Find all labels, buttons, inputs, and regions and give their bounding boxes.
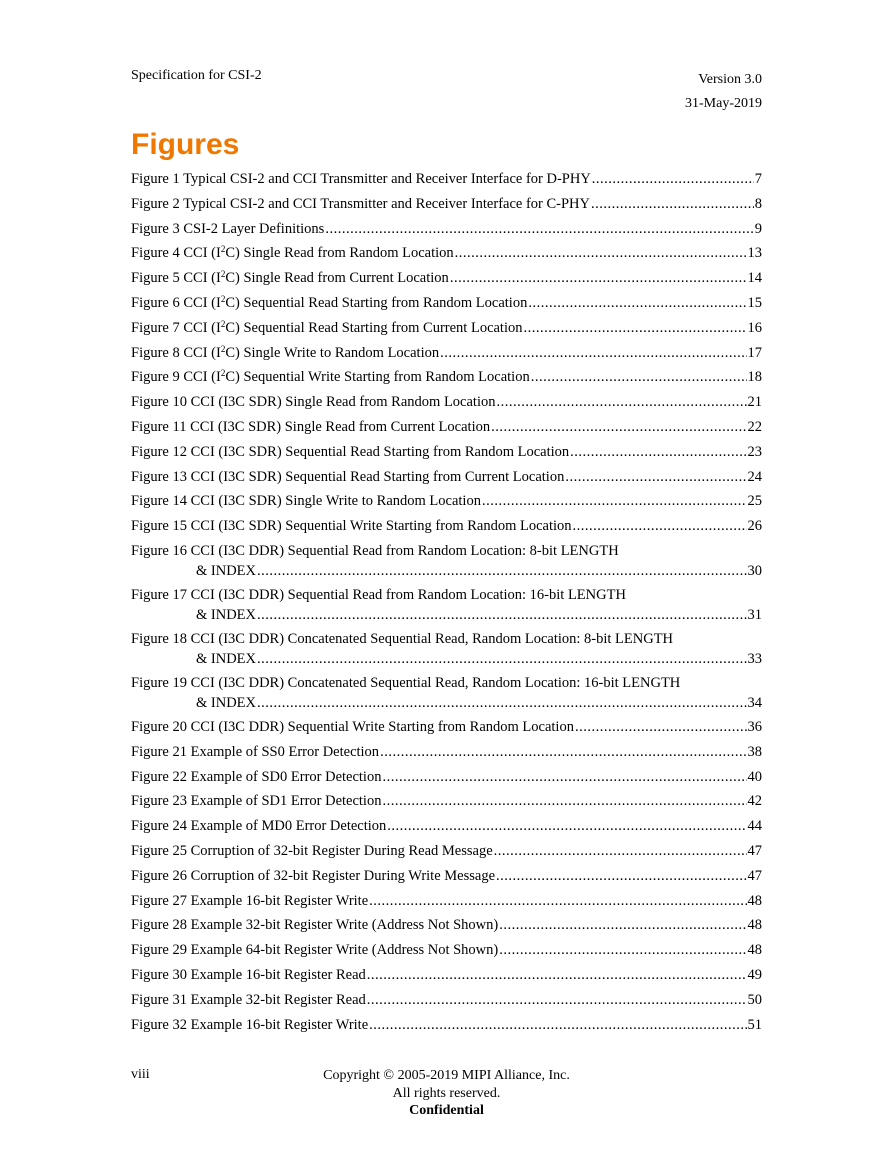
figure-entry-page: 42 <box>747 793 762 810</box>
figure-entry-title: Figure 5 CCI $(I^2C)$ Single Read from Current Location <box>131 269 449 287</box>
figure-entry[interactable] <box>131 917 762 942</box>
figure-entry-page: 26 <box>747 518 762 535</box>
rights-text: All rights reserved. <box>392 1085 501 1101</box>
figure-entry-title: Figure 28 Example 32-bit Register Write (Address Not Shown) <box>131 917 499 934</box>
dot-leader <box>499 942 746 959</box>
figure-entry-title: Figure 32 Example 16-bit Register Write <box>131 1016 369 1033</box>
footer-center <box>0 1067 893 1120</box>
dot-leader <box>450 270 747 287</box>
figure-entry-page: 15 <box>747 294 762 311</box>
dot-leader <box>367 967 747 984</box>
figure-entry-title: Figure 20 CCI (I3C DDR) Sequential Write Starting from Random Location <box>131 718 574 735</box>
figure-entry-title: Figure 2 Typical CSI-2 and CCI Transmitter and Receiver Interface for C-PHY <box>131 195 590 212</box>
figure-entry[interactable] <box>131 868 762 893</box>
figure-entry-title: Figure 17 CCI (I3C DDR) Sequential Read from Random Location: 16-bit LENGTH <box>131 586 626 603</box>
figure-entry-page: 30 <box>747 562 762 579</box>
figure-entry[interactable] <box>131 719 762 744</box>
figure-entry-page: 8 <box>754 195 762 212</box>
figure-entry-title: Figure 19 CCI (I3C DDR) Concatenated Sequential Read, Random Location: 16-bit LENGTH <box>131 674 681 691</box>
dot-leader <box>257 651 746 668</box>
figure-entry-title: Figure 23 Example of SD1 Error Detection <box>131 793 382 810</box>
figure-entry-page: 25 <box>747 493 762 510</box>
figure-entry-title: Figure 15 CCI (I3C SDR) Sequential Write Starting from Random Location <box>131 518 572 535</box>
figure-entry-title: Figure 13 CCI (I3C SDR) Sequential Read Starting from Current Location <box>131 468 565 485</box>
figure-entry[interactable] <box>131 769 762 794</box>
figure-entry-title: Figure 12 CCI (I3C SDR) Sequential Read Starting from Random Location <box>131 443 570 460</box>
figure-entry[interactable] <box>131 793 762 818</box>
dot-leader <box>592 171 754 188</box>
figure-entry-page: 49 <box>747 966 762 983</box>
page-header-right <box>685 68 762 116</box>
page-title: Figures <box>131 128 240 161</box>
confidential-text: Confidential <box>409 1103 484 1118</box>
figure-entry-page: 47 <box>747 867 762 884</box>
figure-entry-page: 22 <box>747 418 762 435</box>
figure-entry[interactable] <box>131 394 762 419</box>
dot-leader <box>382 793 746 810</box>
figure-entry-page: 40 <box>747 768 762 785</box>
figure-entry[interactable] <box>131 843 762 868</box>
figure-entry-page: 9 <box>754 220 762 237</box>
figure-entry[interactable] <box>131 675 762 719</box>
figure-entry[interactable] <box>131 1017 762 1042</box>
figure-entry-title: Figure 16 CCI (I3C DDR) Sequential Read from Random Location: 8-bit LENGTH <box>131 542 619 559</box>
copyright-text: Copyright © 2005-2019 MIPI Alliance, Inc. <box>323 1068 570 1083</box>
dot-leader <box>257 563 746 580</box>
figure-entry-title: Figure 24 Example of MD0 Error Detection <box>131 818 387 835</box>
figure-entry-page: 44 <box>747 818 762 835</box>
figure-entry-page: 38 <box>747 743 762 760</box>
dot-leader <box>382 769 746 786</box>
figure-entry[interactable] <box>131 345 762 370</box>
figure-entry-page: 13 <box>747 245 762 262</box>
figure-entry[interactable] <box>131 196 762 221</box>
figure-entry-title: Figure 1 Typical CSI-2 and CCI Transmitter and Receiver Interface for D-PHY <box>131 171 591 187</box>
dot-leader <box>491 419 746 436</box>
figure-entry-title: Figure 31 Example 32-bit Register Read <box>131 991 366 1008</box>
figure-entry-page: 48 <box>747 892 762 909</box>
dot-leader <box>528 295 746 312</box>
dot-leader <box>531 369 747 386</box>
dot-leader <box>440 345 746 362</box>
dot-leader <box>369 893 746 910</box>
figure-entry-page: 14 <box>747 270 762 287</box>
figure-entry-page: 21 <box>747 394 762 411</box>
figure-entry-title: Figure 7 CCI $(I^2C)$ Sequential Read Starting from Current Location <box>131 318 523 336</box>
dot-leader <box>496 394 746 411</box>
figure-entry-page: 17 <box>747 344 762 361</box>
figure-entry-page: 31 <box>747 606 762 623</box>
figure-entry-title: Figure 25 Corruption of 32-bit Register During Read Message <box>131 842 493 859</box>
dot-leader <box>325 221 753 238</box>
figure-entry-title: Figure 11 CCI (I3C SDR) Single Read from Current Location <box>131 418 491 435</box>
figure-entry[interactable] <box>131 270 762 295</box>
figure-entry[interactable] <box>131 469 762 494</box>
figure-entry[interactable] <box>131 171 762 196</box>
figure-entry-page: 7 <box>754 171 762 187</box>
dot-leader <box>257 607 746 624</box>
figure-entry[interactable] <box>131 744 762 769</box>
dot-leader <box>455 245 747 262</box>
dot-leader <box>380 744 746 761</box>
dot-leader <box>496 868 746 885</box>
figure-entry-continuation: & INDEX <box>196 694 257 711</box>
figure-entry[interactable] <box>131 295 762 320</box>
date-label: 31-May-2019 <box>685 96 762 111</box>
figure-entry-page: 16 <box>747 319 762 336</box>
figure-entry-title: Figure 30 Example 16-bit Register Read <box>131 966 366 983</box>
dot-leader <box>565 469 746 486</box>
figure-entry[interactable] <box>131 518 762 543</box>
figure-entry-page: 24 <box>747 468 762 485</box>
dot-leader <box>591 196 754 213</box>
figure-entry-title: Figure 29 Example 64-bit Register Write (Address Not Shown) <box>131 942 499 959</box>
dot-leader <box>369 1017 746 1034</box>
figure-entry-continuation: & INDEX <box>196 562 257 579</box>
figure-entry-title: Figure 18 CCI (I3C DDR) Concatenated Sequential Read, Random Location: 8-bit LENGTH <box>131 630 674 647</box>
figure-entry-title: Figure 21 Example of SS0 Error Detection <box>131 743 380 760</box>
dot-leader <box>494 843 747 860</box>
figure-entry-page: 47 <box>747 842 762 859</box>
version-label: Version 3.0 <box>698 72 762 87</box>
figure-entry-page: 18 <box>747 369 762 386</box>
figure-entry-title: Figure 8 CCI $(I^2C)$ Single Write to Random Location <box>131 343 440 361</box>
figure-entry[interactable] <box>131 419 762 444</box>
figure-entry-page: 50 <box>747 991 762 1008</box>
figure-entry-page: 48 <box>747 917 762 934</box>
figure-entry-title: Figure 3 CSI-2 Layer Definitions <box>131 220 325 237</box>
dot-leader <box>575 719 747 736</box>
figure-entry[interactable] <box>131 245 762 270</box>
figure-entry[interactable] <box>131 967 762 992</box>
dot-leader <box>482 493 747 510</box>
figure-entry-page: 48 <box>747 942 762 959</box>
figure-entry-title: Figure 6 CCI $(I^2C)$ Sequential Read Starting from Random Location <box>131 293 528 311</box>
figure-entry-title: Figure 9 CCI $(I^2C)$ Sequential Write Starting from Random Location <box>131 368 530 386</box>
figure-entry-title: Figure 26 Corruption of 32-bit Register During Write Message <box>131 867 496 884</box>
footer-page-number: viii <box>131 1067 150 1082</box>
figure-entry-page: 36 <box>747 718 762 735</box>
figure-entry-title: Figure 14 CCI (I3C SDR) Single Write to Random Location <box>131 493 481 510</box>
dot-leader <box>524 320 747 337</box>
figures-list <box>131 171 762 1041</box>
figure-entry-continuation: & INDEX <box>196 650 257 667</box>
figure-entry[interactable] <box>131 631 762 675</box>
figure-entry-page: 51 <box>747 1016 762 1033</box>
figure-entry-title: Figure 10 CCI (I3C SDR) Single Read from Random Location <box>131 394 496 411</box>
dot-leader <box>367 992 747 1009</box>
figure-entry[interactable] <box>131 818 762 843</box>
figure-entry[interactable] <box>131 587 762 631</box>
figure-entry-page: 23 <box>747 443 762 460</box>
figure-entry-title: Figure 22 Example of SD0 Error Detection <box>131 768 382 785</box>
dot-leader <box>570 444 746 461</box>
figure-entry[interactable] <box>131 369 762 394</box>
figure-entry[interactable] <box>131 493 762 518</box>
figure-entry[interactable] <box>131 320 762 345</box>
figure-entry[interactable] <box>131 221 762 246</box>
figure-entry[interactable] <box>131 444 762 469</box>
figure-entry[interactable] <box>131 543 762 587</box>
dot-leader <box>499 917 746 934</box>
figure-entry-continuation: & INDEX <box>196 606 257 623</box>
figure-entry[interactable] <box>131 992 762 1017</box>
figure-entry[interactable] <box>131 942 762 967</box>
figure-entry-title: Figure 27 Example 16-bit Register Write <box>131 892 369 909</box>
dot-leader <box>387 818 746 835</box>
dot-leader <box>257 695 746 712</box>
page-header-left: Specification for CSI-2 <box>131 68 262 83</box>
figure-entry[interactable] <box>131 893 762 918</box>
figure-entry-title: Figure 4 CCI $(I^2C)$ Single Read from Random Location <box>131 244 454 262</box>
figure-entry-page: 33 <box>747 650 762 667</box>
figure-entry-page: 34 <box>747 694 762 711</box>
dot-leader <box>573 518 747 535</box>
